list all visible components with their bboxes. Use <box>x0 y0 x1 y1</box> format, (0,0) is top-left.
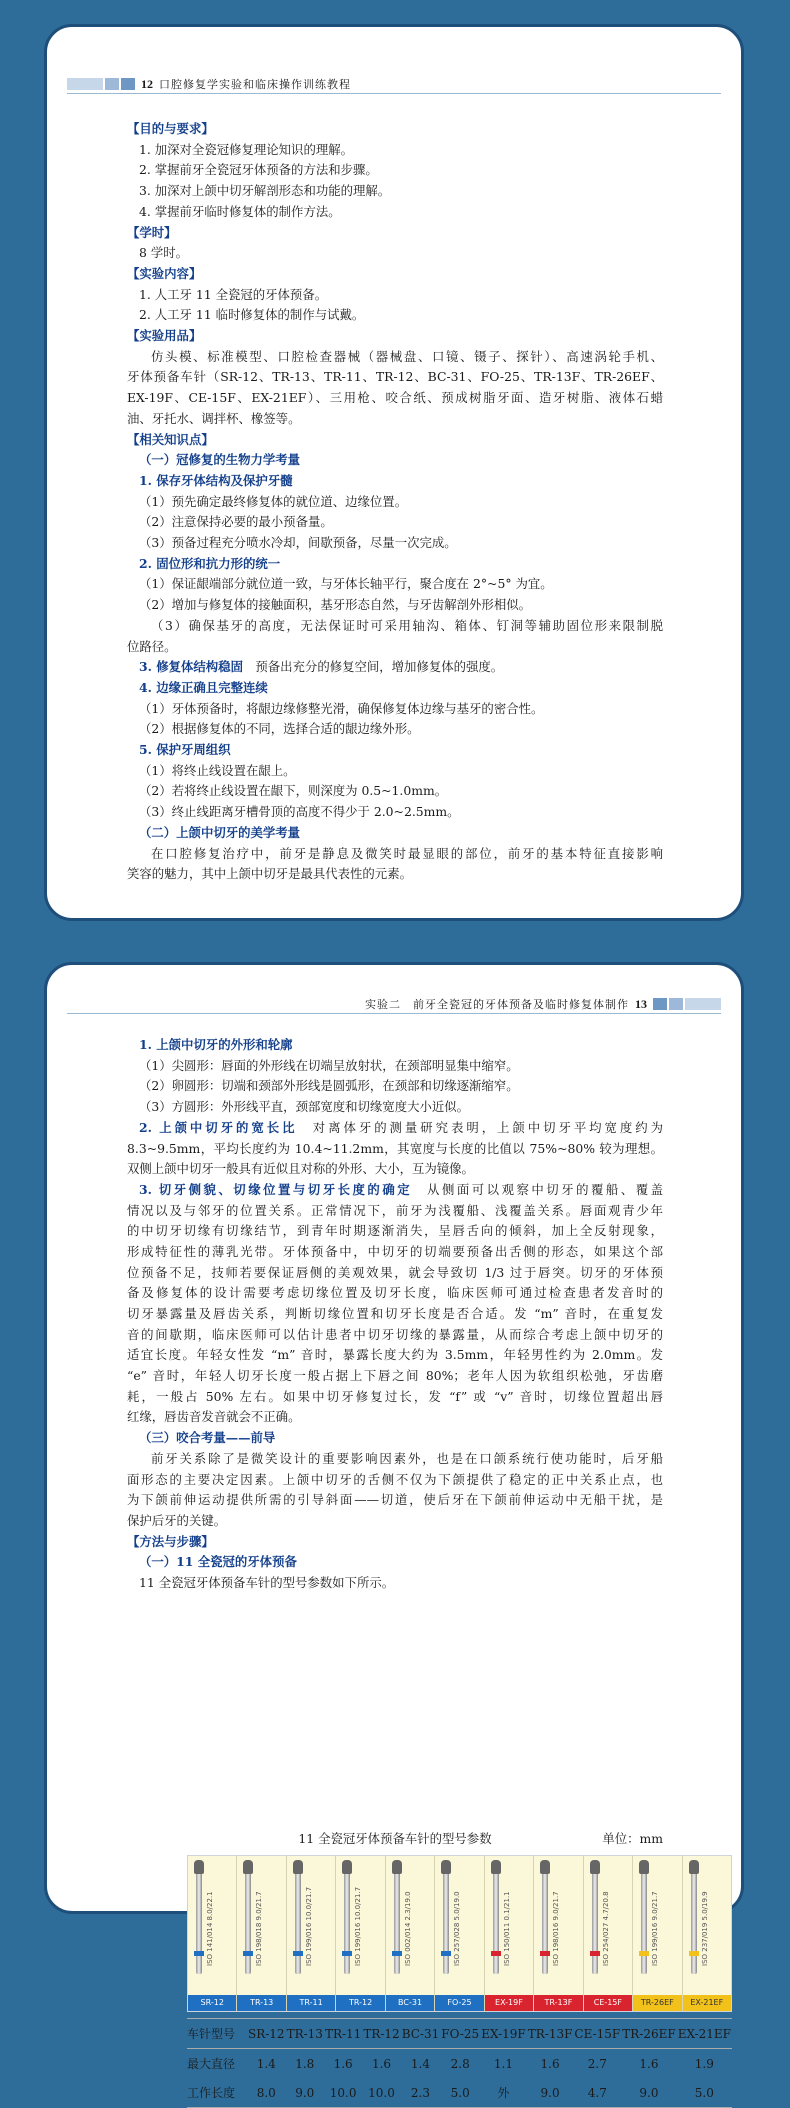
table-cell: 9.0 <box>621 2078 676 2108</box>
table-cell: EX-21EF <box>677 2019 732 2049</box>
table-cell: FO-25 <box>440 2019 480 2049</box>
bur-image <box>188 1856 237 2011</box>
table-cell: 1.4 <box>410 2056 431 2071</box>
text-line: 的中切牙切缘有切缘结节，到青年时期逐渐消失，呈唇舌向的倾斜，加上全反射现象， <box>127 1223 663 1239</box>
bur-shank <box>394 1866 400 1974</box>
text-line: 1. 人工牙 11 全瓷冠的牙体预备。 <box>139 286 328 302</box>
bur-tip <box>392 1860 402 1874</box>
section-heading: 【相关知识点】 <box>127 431 214 447</box>
bur-code-label: EX-19F <box>485 1995 533 2011</box>
page-number: 12 <box>141 76 153 91</box>
section-heading: 【目的与要求】 <box>127 121 214 136</box>
inline-heading: 3. 修复体结构稳固 <box>139 659 243 675</box>
text-line: （1）保证龈端部分就位道一致，与牙体长轴平行，聚合度在 2°~5° 为宜。 <box>139 576 553 592</box>
bur-color-ring <box>689 1951 699 1956</box>
table-cell: 2.7 <box>587 2056 607 2071</box>
table-cell: 1.4 <box>256 2056 276 2071</box>
header-rule <box>67 1013 721 1014</box>
bur-tip <box>243 1860 253 1874</box>
bur-color-ring <box>194 1951 204 1956</box>
table-cell: 10.0 <box>362 2078 400 2108</box>
table-row <box>187 2019 732 2049</box>
text-line: （3）确保基牙的高度，无法保证时可采用轴沟、箱体、钉洞等辅助固位形来限制脱 <box>151 617 663 633</box>
text-line <box>127 1118 663 1139</box>
bur-shank <box>295 1866 301 1974</box>
text-line: 情况以及与邻牙的位置关系。正常情况下，前牙为浅覆船、浅覆盖关系。唇面观青少年 <box>127 1202 663 1218</box>
text-line: 3. 加深对上颌中切牙解剖形态和功能的理解。 <box>139 183 391 199</box>
page-left <box>44 24 744 921</box>
table-cell: 2.8 <box>450 2056 470 2071</box>
bur-tip <box>293 1860 303 1874</box>
bur-image <box>386 1856 435 2011</box>
bur-iso-code: ISO 257/028 5.0/19.0 <box>453 1891 462 1966</box>
text-line: （2）若将终止线设置在龈下，则深度为 0.5~1.0mm。 <box>139 783 448 799</box>
text-line: EX-19F、CE-15F、EX-21EF）、三用枪、咬合纸、预成树脂牙面、造牙树脂、液体石蜡 <box>127 390 663 406</box>
bur-code-label: SR-12 <box>188 1995 236 2011</box>
text-line <box>127 657 663 678</box>
bur-tip <box>342 1860 352 1874</box>
bur-tip <box>194 1860 204 1874</box>
text-line: 耗，一般占 50% 左右。如果中切牙修复过长，发 “f” 或 “v” 音时，切缘位置超出唇 <box>127 1388 663 1404</box>
section-heading: 【方法与步骤】 <box>127 1533 214 1549</box>
text-line: 8.3~9.5mm，平均长度约为 10.4~11.2mm，其宽度与长度的比值以 75%~80% 较为理想。 <box>127 1140 663 1156</box>
table-cell: 1.6 <box>333 2056 353 2071</box>
bur-photo-strip <box>187 1855 732 2012</box>
text-line: 切牙暴露量及唇齿关系，判断切缘位置和切牙长度是否合适。发 “m” 音时，在重复发 <box>127 1306 663 1322</box>
section-heading: 【实验内容】 <box>127 265 202 281</box>
bur-tip <box>639 1860 649 1874</box>
subheading: 1. 保存牙体结构及保护牙髓 <box>139 472 293 488</box>
table-cell: TR-12 <box>362 2019 400 2049</box>
bur-code-label: BC-31 <box>386 1995 434 2011</box>
subheading: 4. 边缘正确且完整连续 <box>139 679 268 695</box>
text-line: 油、牙托水、调拌杯、橡签等。 <box>127 410 301 426</box>
bur-shank <box>592 1866 598 1974</box>
header-decoration <box>653 998 721 1010</box>
bur-iso-code: ISO 141/014 8.0/22.1 <box>206 1891 214 1966</box>
table-cell: 1.6 <box>371 2056 392 2071</box>
inline-heading: 3. 切牙侧貌、切缘位置与切牙长度的确定 <box>139 1181 413 1197</box>
text-line: 8 学时。 <box>139 245 188 261</box>
row-header: 工作长度 <box>187 2078 247 2108</box>
table-cell: 1.9 <box>694 2056 714 2071</box>
text-line: （1）牙体预备时，将龈边缘修整光滑，确保修复体边缘与基牙的密合性。 <box>139 700 544 716</box>
text-line: （3）预备过程充分喷水冷却，间歇预备，尽量一次完成。 <box>139 535 457 551</box>
page-body <box>127 1035 663 1594</box>
bur-iso-code: ISO 198/018 9.0/21.7 <box>255 1891 264 1966</box>
text-line: “e” 音时，年轻人切牙长度一般占据上下唇之间 80%；老年人因为软组织松弛，牙齿磨 <box>127 1368 663 1384</box>
text-line: 4. 掌握前牙临时修复体的制作方法。 <box>139 203 341 219</box>
bur-color-ring <box>590 1951 600 1956</box>
bur-image <box>485 1856 534 2011</box>
table-unit: 单位：mm <box>602 1831 663 1846</box>
text-line: 形成特征性的薄乳光带。牙体预备中，中切牙的切端要预备出舌侧的形态，如果这个部 <box>127 1243 663 1259</box>
text-line: 保护后牙的关键。 <box>127 1512 227 1528</box>
bur-shank <box>691 1866 697 1974</box>
bur-code-label: TR-13 <box>237 1995 285 2011</box>
bur-image <box>336 1856 385 2011</box>
spec-table <box>187 2018 732 2108</box>
inline-text: 预备出充分的修复空间，增加修复体的强度。 <box>242 659 504 675</box>
table-row <box>187 2078 732 2108</box>
inline-text: 从侧面可以观察中切牙的覆船、覆盖 <box>412 1181 664 1197</box>
table-cell: TR-26EF <box>621 2019 676 2049</box>
text-line: 前牙关系除了是微笑设计的重要影响因素外，也是在口颌系统行使功能时，后牙船 <box>151 1450 663 1466</box>
bur-iso-code: ISO 237/019 5.0/19.9 <box>700 1891 709 1966</box>
bur-iso-code: ISO 254/027 4.7/20.8 <box>601 1891 610 1966</box>
subheading: （一）冠修复的生物力学考量 <box>139 452 301 468</box>
table-cell: SR-12 <box>247 2019 286 2049</box>
table-cell: 1.8 <box>295 2056 315 2071</box>
table-caption: 11 全瓷冠牙体预备车针的型号参数 <box>298 1831 492 1846</box>
bur-shank <box>344 1866 350 1974</box>
bur-color-ring <box>639 1951 649 1956</box>
subheading: （一）11 全瓷冠的牙体预备 <box>139 1554 297 1570</box>
text-line: 牙体预备车针（SR-12、TR-13、TR-11、TR-12、BC-31、FO-25、TR-13F、TR-26EF、 <box>127 369 663 385</box>
running-header <box>67 77 351 91</box>
bur-color-ring <box>540 1951 550 1956</box>
bur-shank <box>245 1866 251 1974</box>
table-row <box>187 2049 732 2079</box>
subheading: （三）咬合考量——前导 <box>139 1430 276 1446</box>
bur-tip <box>441 1860 451 1874</box>
bur-iso-code: ISO 199/016 10.0/21.7 <box>304 1886 313 1966</box>
bur-image <box>683 1856 731 2011</box>
table-cell: 4.7 <box>573 2078 621 2108</box>
bur-iso-code: ISO 150/011 0.1/21.1 <box>502 1891 511 1966</box>
text-line: 2. 掌握前牙全瓷冠牙体预备的方法和步骤。 <box>139 162 378 178</box>
bur-code-label: EX-21EF <box>683 1995 731 2011</box>
bur-image <box>584 1856 633 2011</box>
text-line: （1）预先确定最终修复体的就位道、边缘位置。 <box>139 493 408 509</box>
running-header <box>365 997 721 1011</box>
inline-heading: 2. 上颌中切牙的宽长比 <box>139 1119 298 1135</box>
bur-iso-code: ISO 199/016 10.0/21.7 <box>354 1886 363 1966</box>
text-line: 仿头模、标准模型、口腔检查器械（器械盘、口镜、镊子、探针）、高速涡轮手机、 <box>151 348 663 364</box>
bur-color-ring <box>441 1951 451 1956</box>
bur-image <box>534 1856 583 2011</box>
bur-image <box>237 1856 286 2011</box>
text-line: （1）尖圆形：唇面的外形线在切端呈放射状，在颈部明显集中缩窄。 <box>139 1057 519 1073</box>
bur-code-label: FO-25 <box>435 1995 483 2011</box>
text-line: 11 全瓷冠牙体预备车针的型号参数如下所示。 <box>139 1575 395 1591</box>
running-title: 实验二 前牙全瓷冠的牙体预备及临时修复体制作 <box>365 998 629 1011</box>
text-line: 2. 人工牙 11 临时修复体的制作与试戴。 <box>139 307 365 323</box>
table-cell: 10.0 <box>324 2078 362 2108</box>
text-line <box>127 1180 663 1201</box>
table-cell: TR-13F <box>527 2019 574 2049</box>
bur-image <box>435 1856 484 2011</box>
bur-iso-code: ISO 002/014 2.3/19.0 <box>403 1891 412 1966</box>
table-cell: 5.0 <box>440 2078 480 2108</box>
bur-shank <box>641 1866 647 1974</box>
text-line: 位路径。 <box>127 638 177 654</box>
bur-code-label: TR-11 <box>287 1995 335 2011</box>
table-cell: EX-19F <box>480 2019 527 2049</box>
text-line: 备及修复体的设计需要考虑切缘位置及切牙长度，临床医师可通过检查患者发音时的 <box>127 1285 663 1301</box>
bur-tip <box>540 1860 550 1874</box>
text-line: （2）根据修复体的不同，选择合适的龈边缘外形。 <box>139 721 420 737</box>
bur-color-ring <box>243 1951 253 1956</box>
text-line: 位预备不足，技师若要保证唇侧的美观效果，就会导致切 1/3 过于唇突。切牙的牙体预 <box>127 1264 663 1280</box>
text-line: 笑容的魅力，其中上颌中切牙是最具代表性的元素。 <box>127 866 412 882</box>
table-cell: TR-11 <box>324 2019 362 2049</box>
bur-tip <box>689 1860 699 1874</box>
table-cell: CE-15F <box>573 2019 621 2049</box>
bur-table <box>187 1855 732 2108</box>
text-line: （3）方圆形：外形线平直，颈部宽度和切缘宽度大小近似。 <box>139 1099 470 1115</box>
bur-shank <box>443 1866 449 1974</box>
bur-color-ring <box>293 1951 303 1956</box>
table-cell: 1.6 <box>639 2056 659 2071</box>
text-line: 红缘，唇齿音发音就会不正确。 <box>127 1409 301 1425</box>
text-line: 音的间歇期，临床医师可以估计患者中切牙切缘的暴露量，从而综合考虑上颌中切牙的 <box>127 1326 663 1342</box>
bur-tip <box>590 1860 600 1874</box>
bur-shank <box>542 1866 548 1974</box>
text-line: 为下颌前伸运动提供所需的引导斜面——切道，使后牙在下颌前伸运动中无船干扰，是 <box>127 1492 663 1508</box>
bur-color-ring <box>491 1951 501 1956</box>
bur-iso-code: ISO 198/016 9.0/21.7 <box>552 1891 561 1966</box>
bur-image <box>633 1856 682 2011</box>
header-decoration <box>67 78 135 90</box>
table-cell: 2.3 <box>401 2078 441 2108</box>
section-heading: 【实验用品】 <box>127 328 202 344</box>
bur-color-ring <box>342 1951 352 1956</box>
page-number: 13 <box>635 996 647 1011</box>
bur-image <box>287 1856 336 2011</box>
page-right <box>44 962 744 2100</box>
subheading: 1. 上颌中切牙的外形和轮廓 <box>139 1037 293 1052</box>
table-cell: 1.1 <box>493 2056 513 2071</box>
header-rule <box>67 93 721 94</box>
bur-shank <box>493 1866 499 1974</box>
text-line: （2）增加与修复体的接触面积，基牙形态自然，与牙齿解剖外形相似。 <box>139 597 531 613</box>
bur-code-label: TR-26EF <box>633 1995 681 2011</box>
bur-tip <box>491 1860 501 1874</box>
table-cell: 9.0 <box>527 2078 574 2108</box>
text-line: 面形态的主要决定因素。上颌中切牙的舌侧不仅为下颌提供了稳定的正中关系止点，也 <box>127 1471 663 1487</box>
subheading: 5. 保护牙周组织 <box>139 742 231 758</box>
text-line: （2）注意保持必要的最小预备量。 <box>139 514 333 530</box>
subheading: 2. 固位形和抗力形的统一 <box>139 555 281 571</box>
bur-shank <box>196 1866 202 1974</box>
text-line: （3）终止线距离牙槽骨顶的高度不得少于 2.0~2.5mm。 <box>139 804 460 820</box>
table-cell: 外 <box>480 2078 527 2108</box>
text-line: （2）卵圆形：切端和颈部外形线是圆弧形，在颈部和切缘逐渐缩窄。 <box>139 1078 519 1094</box>
page-body <box>127 119 663 885</box>
text-line: （1）将终止线设置在龈上。 <box>139 762 296 778</box>
bur-code-label: CE-15F <box>584 1995 632 2011</box>
text-line: 在口腔修复治疗中，前牙是静息及微笑时最显眼的部位，前牙的基本特征直接影响 <box>151 845 663 861</box>
text-line: 适宜长度。年轻女性发 “m” 音时，暴露长度大约为 3.5mm，年轻男性约为 2.0mm。发 <box>127 1347 663 1363</box>
table-cell: TR-13 <box>286 2019 324 2049</box>
table-cell: BC-31 <box>401 2019 441 2049</box>
text-line: 双侧上颌中切牙一般具有近似且对称的外形、大小，互为镜像。 <box>127 1161 474 1177</box>
bur-code-label: TR-12 <box>336 1995 384 2011</box>
subheading: （二）上颌中切牙的美学考量 <box>139 824 301 840</box>
table-cell: 9.0 <box>286 2078 324 2108</box>
bur-code-label: TR-13F <box>534 1995 582 2011</box>
section-heading: 【学时】 <box>127 224 177 240</box>
running-title: 口腔修复学实验和临床操作训练教程 <box>159 78 351 91</box>
row-header: 最大直径 <box>187 2057 236 2071</box>
table-cell: 8.0 <box>247 2078 286 2108</box>
inline-text: 对离体牙的测量研究表明，上颌中切牙平均宽度约为 <box>297 1119 664 1135</box>
table-cell: 1.6 <box>540 2056 560 2071</box>
row-header: 车针型号 <box>187 2019 247 2049</box>
bur-iso-code: ISO 199/016 9.0/21.7 <box>651 1891 660 1966</box>
table-cell: 5.0 <box>677 2078 732 2108</box>
text-line: 1. 加深对全瓷冠修复理论知识的理解。 <box>139 141 354 157</box>
bur-color-ring <box>392 1951 402 1956</box>
